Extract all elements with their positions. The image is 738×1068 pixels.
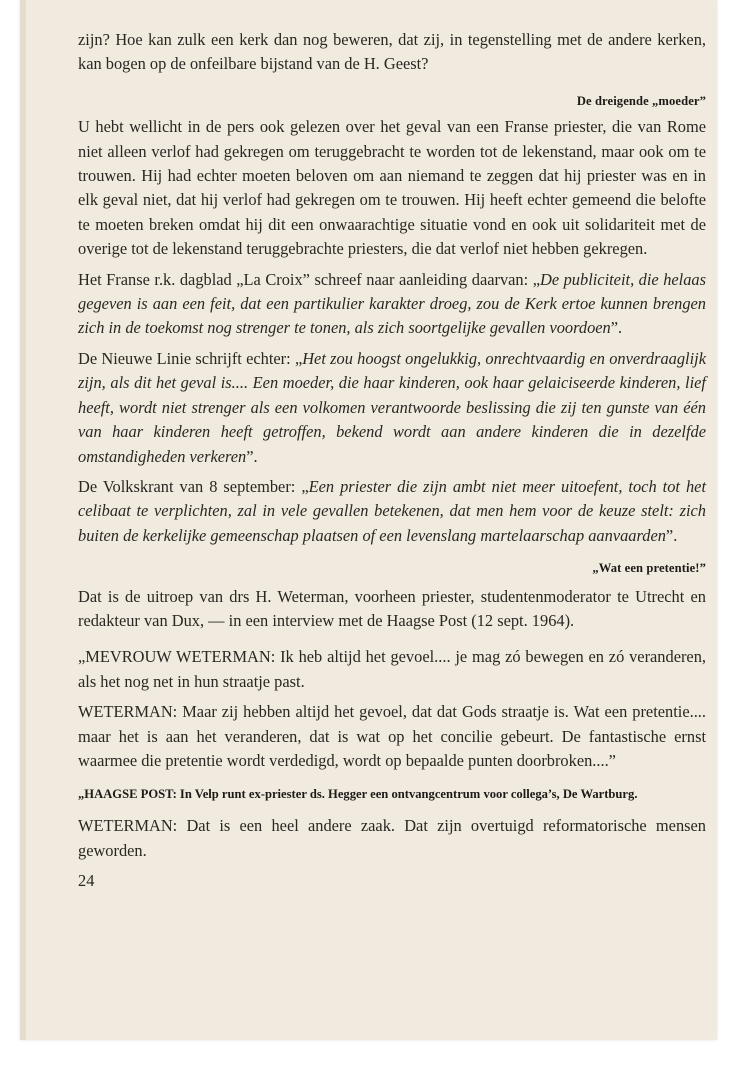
volkskrant-lead: De Volkskrant van 8 september: „ (78, 476, 309, 496)
volkskrant-paragraph (78, 475, 706, 548)
nieuwe-linie-tail: ”. (246, 446, 258, 466)
haagse-post-question: „HAAGSE POST: In Velp runt ex-priester ds. Hegger een ontvangcentrum voor collega’s, De Wartburg. (78, 787, 638, 802)
page-content (78, 28, 706, 894)
page-number: 24 (78, 871, 95, 891)
page-sheet (20, 0, 717, 1040)
intro-paragraph: zijn? Hoe kan zulk een kerk dan nog beweren, dat zij, in tegenstelling met de andere kerken, kan bogen op de onfeilbare bijstand van de H. Geest? (78, 30, 706, 74)
nieuwe-linie-lead: De Nieuwe Linie schrijft echter: „ (78, 348, 303, 368)
weterman-answer-2: WETERMAN: Dat is een heel andere zaak. Dat zijn overtuigd reformatorische mensen geworden. (78, 816, 706, 860)
volkskrant-tail: ”. (665, 525, 678, 545)
la-croix-quote: De publiciteit, die helaas gegeven is aan een feit, dat een partikulier karakter droeg, zou de Kerk ertoe kunnen brengen zich in de toekomst nog strenger te tonen, als zich soortgelijke gevallen voordoen (78, 269, 707, 338)
la-croix-lead: Het Franse r.k. dagblad „La Croix” schreef naar aanleiding daarvan: „ (78, 269, 540, 289)
weterman-intro-paragraph: Dat is de uitroep van drs H. Weterman, voorheen priester, studentenmoderator te Utrecht en redakteur van Dux, — in een interview met de Haagse Post (12 sept. 1964). (78, 586, 706, 630)
volkskrant-quote: Een priester die zijn ambt niet meer uitoefent, toch tot het celibaat te verplichten, zal in vele gevallen betekenen, dat men hem voor de keuze stelt: zich buiten de kerkelijke gemeenschap plaatsen of een levenslang martelaarschap aanvaarden (78, 476, 706, 545)
la-croix-paragraph (78, 268, 706, 341)
weterman-answer-1: WETERMAN: Maar zij hebben altijd het gevoel, dat dat Gods straatje is. Wat een pretentie.... maar het is aan het veranderen, dat is wat op het concilie gebeurt. De fantastische ernst waarmee die pretentie wordt verdedigd, wordt op bepaalde punten doorbroken....” (78, 702, 706, 770)
mevrouw-weterman-paragraph: „MEVROUW WETERMAN: Ik heb altijd het gevoel.... je mag zó bewegen en zó veranderen, als het nog net in hun straatje past. (78, 647, 706, 691)
section-heading-moeder: De dreigende „moeder” (576, 93, 706, 108)
nieuwe-linie-quote: Het zou hoogst ongelukkig, onrechtvaardig en onverdraaglijk zijn, als dit het geval is.... Een moeder, die haar kinderen, ook haar gelaiciseerde kinderen, lief heeft, wordt niet strenger als een volkomen verantwoorde beslissing die zij ten gunste van één van haar kinderen heeft getroffen, bekend wordt aan andere kinderen die in dezelfde omstandigheden verkeren (78, 348, 706, 466)
nieuwe-linie-paragraph (78, 347, 706, 469)
scan-edge (20, 0, 26, 1040)
section-heading-pretentie: „Wat een pretentie!” (592, 561, 706, 576)
la-croix-tail: ”. (610, 318, 623, 338)
priest-paragraph: U hebt wellicht in de pers ook gelezen over het geval van een Franse priester, die van Rome niet alleen verlof had gekregen om teruggebracht te worden tot de lekenstand, maar ook om te trouwen. Hij had echter moeten beloven om aan niemand te zeggen dat hij priester was en in elk geval niet, dat hij verlof had gekregen om te trouwen. Hij heeft echter gemeend die belofte te moeten breken omdat hij dit een onwaarachtige situatie vond en ook uit solidariteit met de overige tot de lekenstand teruggebrachte priesters, die dat verlof niet hebben gekregen. (78, 117, 706, 259)
